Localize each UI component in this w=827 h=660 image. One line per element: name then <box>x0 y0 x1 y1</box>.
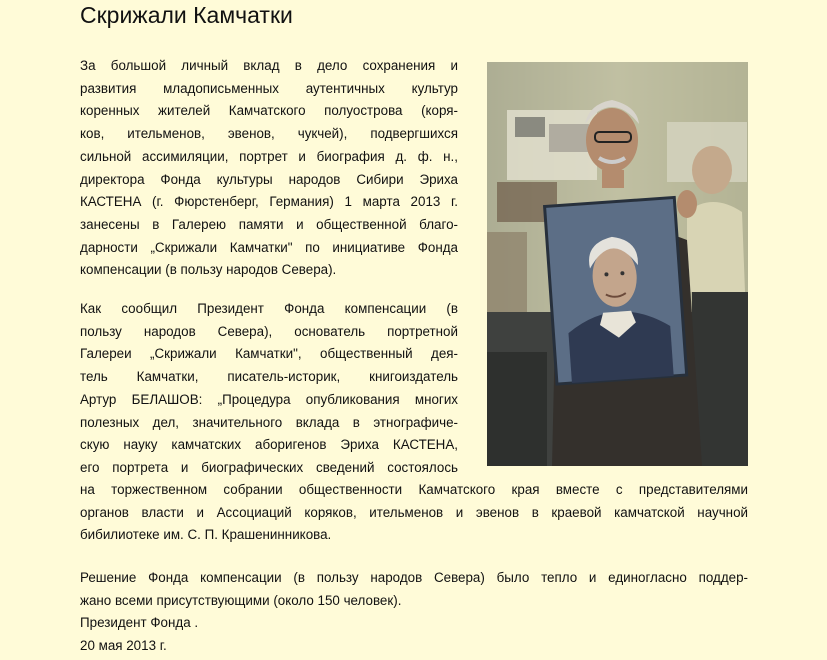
photo-illustration <box>487 62 748 466</box>
text-line: органов власти и Ассоциаций коряков, ительменов и эвенов в краевой камчатской научной <box>80 504 748 520</box>
paragraph-2 <box>80 298 458 480</box>
date: 20 мая 2013 г. <box>80 638 167 654</box>
text-line: его портрета и биографических сведений состоялось <box>80 459 458 475</box>
paragraph-2-continued <box>80 479 748 547</box>
text-line: тель Камчатки, писатель-историк, книгоиздатель <box>80 369 458 385</box>
text-line: сильной ассимиляции, портрет и биография д. ф. н., <box>80 148 458 164</box>
text-line: директора Фонда культуры народов Сибири Эриха <box>80 171 458 187</box>
signature: Президент Фонда . <box>80 615 199 631</box>
text-line: компенсации (в пользу народов Севера). <box>80 262 337 278</box>
page-title: Скрижали Камчатки <box>80 2 293 28</box>
text-line: дарности „Скрижали Камчатки" по инициативе Фонда <box>80 239 458 255</box>
photo-man-holding-portrait <box>487 62 748 466</box>
text-line: жано всеми присутствующими (около 150 человек). <box>80 592 402 608</box>
text-line: коренных жителей Камчатского полуострова (коря- <box>80 103 458 119</box>
text-line: Решение Фонда компенсации (в пользу народов Севера) было тепло и единогласно поддер- <box>80 570 748 585</box>
text-line: на торжественном собрании общественности Камчатского края вместе с представителями <box>80 482 748 497</box>
text-line: Артур БЕЛАШОВ: „Процедура опубликования многих <box>80 391 458 407</box>
text-line: ков, ительменов, эвенов, чукчей), подвергшихся <box>80 126 458 142</box>
text-line: Галереи „Скрижали Камчатки", общественный дея- <box>80 346 458 362</box>
text-line: За большой личный вклад в дело сохранения и <box>80 58 458 73</box>
text-line: полезных дел, значительного вклада в этнографиче- <box>80 414 458 430</box>
text-line: бибилиотеке им. С. П. Крашенинникова. <box>80 527 332 543</box>
paragraph-3 <box>80 567 748 658</box>
text-line: Как сообщил Президент Фонда компенсации (в <box>80 301 458 316</box>
text-line: скую науку камчатских аборигенов Эриха КАСТЕНА, <box>80 437 458 453</box>
text-line: развития младописьменных аутентичных культур <box>80 80 458 96</box>
text-line: пользу народов Севера), основатель портретной <box>80 323 458 339</box>
text-line: занесены в Галерею памяти и общественной благо- <box>80 216 458 232</box>
text-line: КАСТЕНА (г. Фюрстенберг, Германия) 1 марта 2013 г. <box>80 194 458 210</box>
paragraph-1 <box>80 55 458 282</box>
